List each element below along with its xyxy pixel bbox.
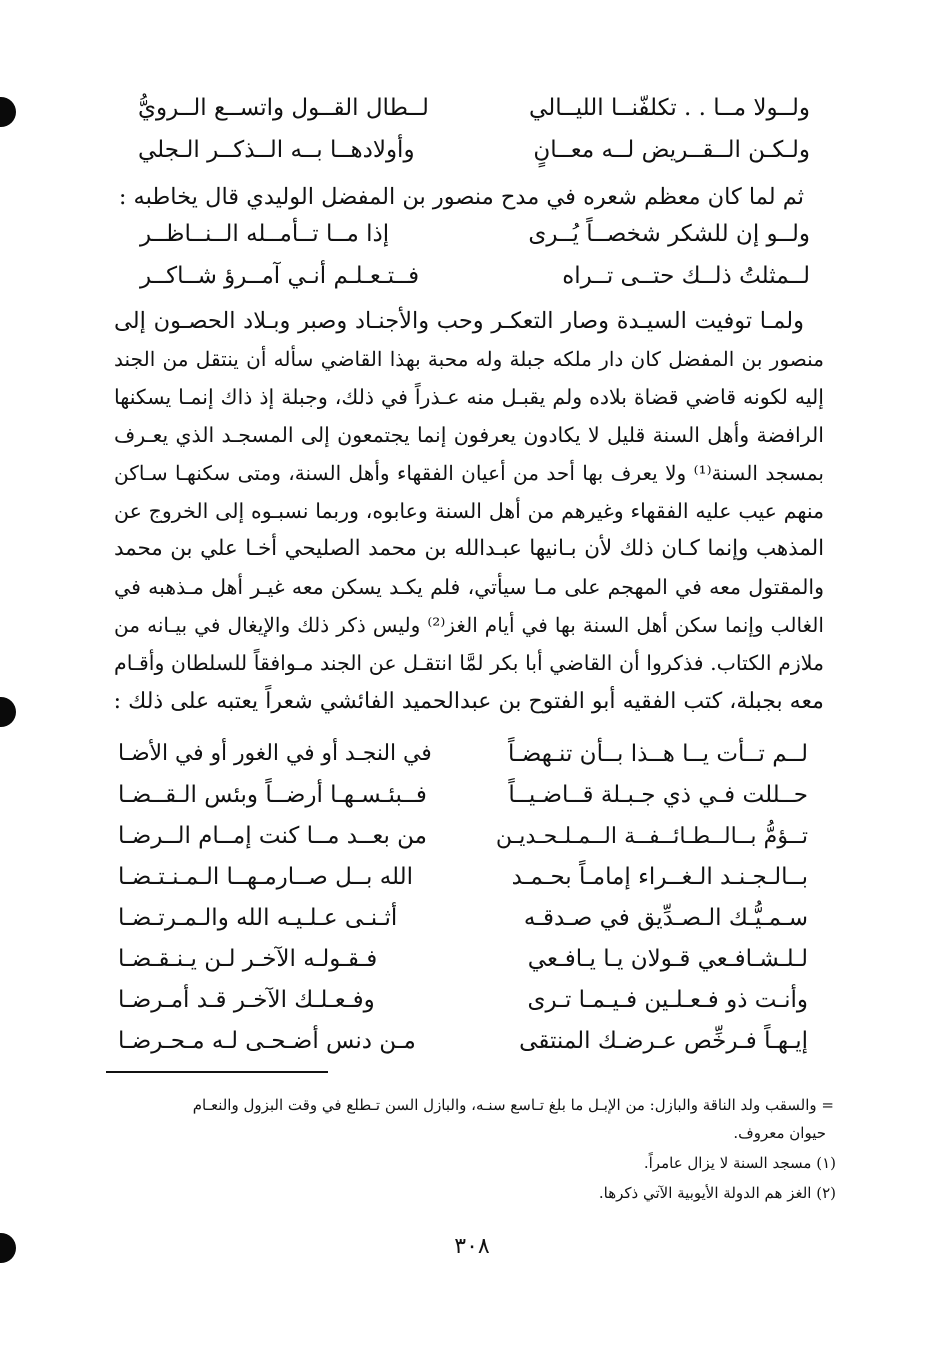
reproach-verse-7 bbox=[118, 980, 808, 1022]
prose-line: معه بجبلة، كتب الفقيه أبو الفتوح بن عبدالحميد الفائشي شعراً يعتبه على ذلك : bbox=[114, 688, 824, 714]
prose-line: منصور بن المفضل كان دار ملكه جبلة وله محبة بهذا القاضي سأله أن ينتقل من الجند bbox=[114, 347, 824, 371]
footnote-continuation: = والسقب ولد الناقة والبازل: من الإبـل ما بلغ تـاسع سنـه، والبازل السن تـطلع في وقت البزول والنعـام bbox=[192, 1096, 834, 1114]
reproach-verse-4 bbox=[118, 857, 808, 899]
hemistich-right: لـلـشـافـعي قـولان يـا يـافـعي bbox=[527, 946, 808, 972]
hemistich-right: سـمـيُّـك الـصـدِّيق في صـدقـه bbox=[523, 905, 808, 931]
hemistich-right: حــللت فـي ذي جـبـلة قــاضـيــاً bbox=[508, 782, 808, 808]
praise-verse-1 bbox=[140, 214, 810, 256]
hemistich-right: بــالـجـنـد الـغــراء إمامـاً بحـمـد bbox=[511, 864, 808, 890]
hemistich-left: فــتـعـلـم أنـي آمــرؤ شــاكــر bbox=[140, 263, 420, 289]
page-number: ٣٠٨ bbox=[454, 1234, 490, 1259]
prose-line: الغالب وإنما سكن أهل السنة بها في أيام الغز⁽²⁾ وليس ذكر ذلك والإيغال في بيـانه من bbox=[114, 613, 824, 637]
hemistich-left: الله بــل صــارمـهــا الـمـنـتـضـا bbox=[118, 864, 414, 890]
hemistich-right: ولــولا مــا . . تكلفّنــا الليــالي bbox=[529, 95, 810, 121]
reproach-verse-5 bbox=[118, 898, 808, 940]
hemistich-left: وأولادهــا بــه الــذكــر الـجلي bbox=[138, 137, 415, 163]
footnote-2: (٢) الغز هم الدولة الأيوبية الآتي ذكرها. bbox=[598, 1184, 836, 1202]
hemistich-right: وأنـت ذو فـعـلـين فـيـمـا تـرى bbox=[527, 987, 808, 1013]
hemistich-right: لــم تــأت يــا هــذا بــأن تنـهضـاً bbox=[508, 741, 808, 767]
transition-line: ثم لما كان معظم شعره في مدح منصور بن المفضل الوليدي قال يخاطبه : bbox=[118, 184, 804, 210]
reproach-verse-6 bbox=[118, 939, 808, 981]
footnote-separator bbox=[106, 1071, 328, 1073]
hemistich-right: ولــو إن للشكر شخصــاً يُــرى bbox=[528, 221, 810, 247]
hemistich-left: لــطال القــول واتســع الــرويُّ bbox=[138, 95, 429, 121]
praise-verse-2 bbox=[140, 256, 810, 298]
hemistich-left: فـقـولـه الآخـر لـن يـنـقـضـا bbox=[118, 946, 378, 972]
hemistich-right: لــمثلتُ ذلــك حتــى تــراه bbox=[562, 263, 810, 289]
hemistich-left: مـن دنس أضـحـى لـه مـحـرضـا bbox=[118, 1028, 416, 1054]
hemistich-right: إيـهـاً فـرخِّص عـرضـك المنتقى bbox=[519, 1028, 808, 1054]
hemistich-right: ولـكـن الــقــريض لــه معــانٍ bbox=[533, 137, 810, 163]
hemistich-left: وفـعـلـك الآخـر قـد أمـرضـا bbox=[118, 987, 375, 1013]
hemistich-right: تــؤمُّ بــالــطـائــفــة الــمـلـحـديـن bbox=[495, 823, 808, 849]
prose-line: إليه لكونه قاضي قضاة بلاده ولم يقبـل منه عـذراً في ذلك، وجبلة إذ ذاك إنمـا يسكنها bbox=[114, 385, 824, 409]
hemistich-left: فــبئـسـهـا أرضــاً وبئس الـقــضـا bbox=[118, 782, 427, 808]
prose-line: بمسجد السنة⁽¹⁾ ولا يعرف بها أحد من أعيان الفقهاء وأهل السنة، ومتى سكنهـا سـاكن bbox=[114, 461, 824, 485]
binding-hole-middle bbox=[0, 697, 16, 727]
hemistich-left: أثـنـى عـلـيـه الله والـمـرتـضـا bbox=[118, 905, 398, 931]
hemistich-left: إذا مــا تــأمــله الــنــاظــر bbox=[140, 221, 390, 247]
intro-verse-2 bbox=[138, 130, 810, 172]
prose-line: ولمـا توفيت السيـدة وصار التعكـر وحب والأجنـاد وصبر وبـلاد الحصـون إلى bbox=[114, 308, 804, 334]
reproach-verse-3 bbox=[118, 816, 808, 858]
footnote-continuation-2: حيوان معروف. bbox=[733, 1124, 826, 1142]
prose-line: ملازم الكتاب. فذكروا أن القاضي أبا بكر لمَّا انتقـل عن الجند مـوافقاً للسلطان وأقـام bbox=[114, 651, 824, 675]
prose-line: والمقتول معه في المهجم على مـا سيأتي، فلم يكـد يسكن معه غيـر أهل مـذهبه في bbox=[114, 575, 824, 599]
footnote-1: (١) مسجد السنة لا يزال عامراً. bbox=[643, 1154, 836, 1172]
binding-hole-top bbox=[0, 97, 16, 127]
prose-line: الرافضة وأهل السنة قليل لا يكادون يعرفون إنما يجتمعون إلى المسجـد الذي يعـرف bbox=[114, 423, 824, 447]
reproach-verse-8 bbox=[118, 1021, 808, 1063]
prose-line: منهم عيب عليه الفقهاء وغيرهم من أهل السنة وعابوه، وربما نسبـوه إلى الخروج عن bbox=[114, 499, 824, 523]
hemistich-left: من بعــد مــا كنت إمــام الــرضـا bbox=[118, 823, 427, 849]
intro-verse-1 bbox=[138, 88, 810, 130]
hemistich-left: في النجـد أو في الغور أو في الأضـا bbox=[118, 741, 432, 766]
prose-line: المذهب وإنما كـان ذلك لأن بـانيها عبـدالله بن محمد الصليحي أخـا علي بن محمد bbox=[114, 536, 824, 561]
reproach-verse-2 bbox=[118, 775, 808, 817]
reproach-verse-1 bbox=[118, 734, 808, 776]
